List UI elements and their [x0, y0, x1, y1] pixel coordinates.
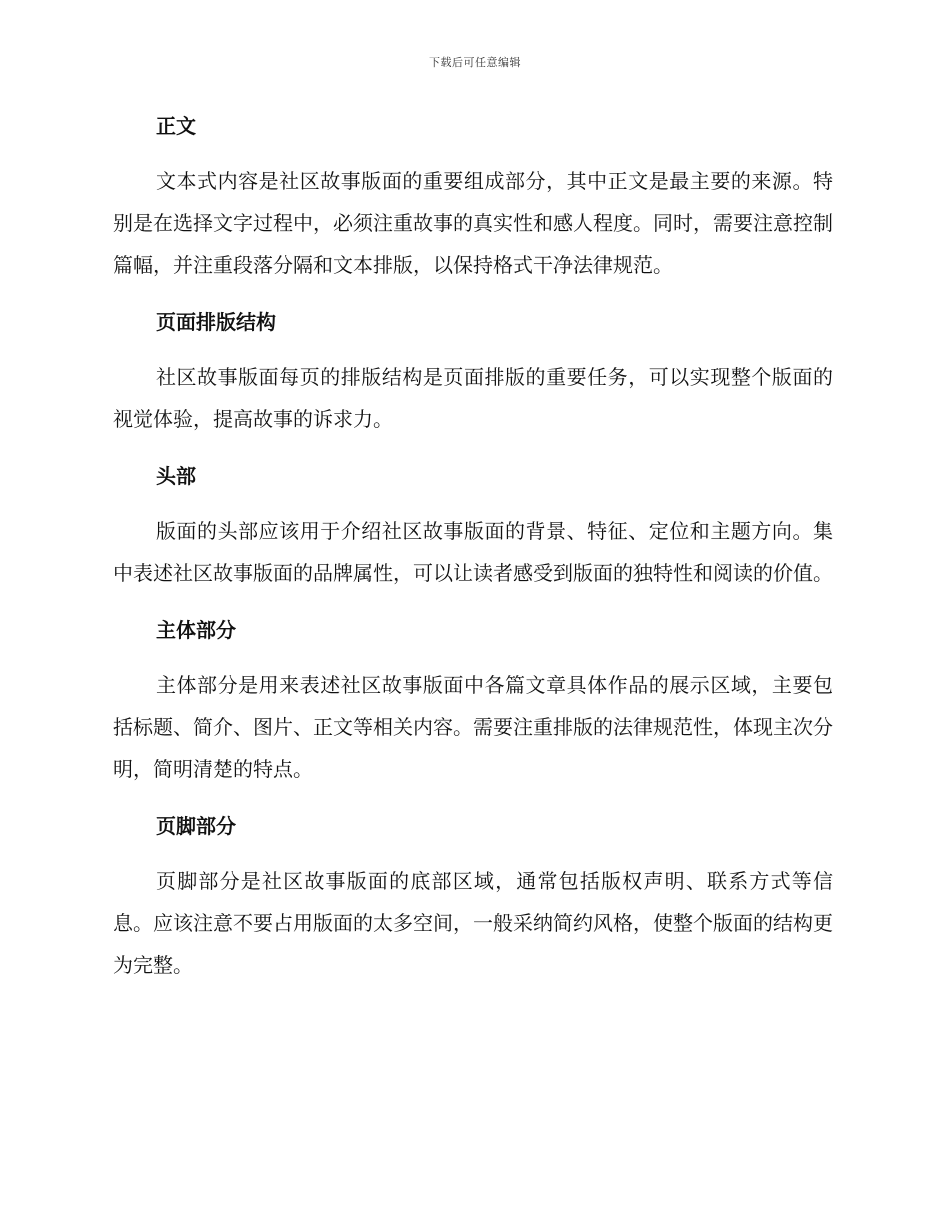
- section-heading-main-part: 主体部分: [156, 618, 236, 642]
- section-heading-header: 头部: [156, 464, 196, 488]
- page-header: 下载后可任意编辑: [429, 56, 521, 69]
- section-heading-layout-structure: 页面排版结构: [156, 310, 276, 334]
- section-paragraph-footer-part: 页脚部分是社区故事版面的底部区域，通常包括版权声明、联系方式等信息。应该注意不要占用版面的太多空间，一般采纳简约风格，使整个版面的结构更为完整。: [113, 869, 833, 977]
- section-paragraph-layout-structure: 社区故事版面每页的排版结构是页面排版的重要任务，可以实现整个版面的视觉体验，提高故事的诉求力。: [113, 365, 833, 431]
- document-body: [113, 106, 833, 1002]
- section-paragraph-body-text: 文本式内容是社区故事版面的重要组成部分，其中正文是最主要的来源。特别是在选择文字过程中，必须注重故事的真实性和感人程度。同时，需要注意控制篇幅，并注重段落分隔和文本排版，以保持格式干净法律规范。: [113, 169, 833, 277]
- section-heading-footer-part: 页脚部分: [156, 814, 236, 838]
- section-paragraph-header: 版面的头部应该用于介绍社区故事版面的背景、特征、定位和主题方向。集中表述社区故事版面的品牌属性，可以让读者感受到版面的独特性和阅读的价值。: [113, 519, 833, 585]
- section-heading-body-text: 正文: [156, 114, 196, 138]
- section-paragraph-main-part: 主体部分是用来表述社区故事版面中各篇文章具体作品的展示区域，主要包括标题、简介、图片、正文等相关内容。需要注重排版的法律规范性，体现主次分明，简明清楚的特点。: [113, 673, 833, 781]
